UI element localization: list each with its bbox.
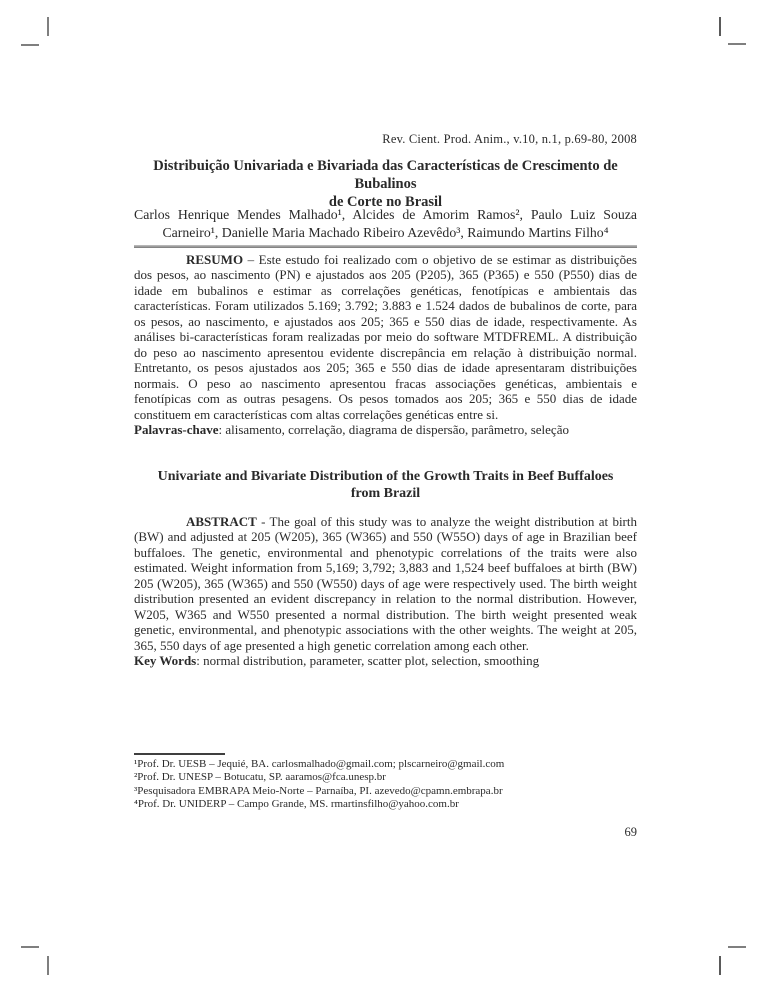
article-title-en-line2: from Brazil	[350, 486, 421, 501]
abstract-section	[134, 514, 637, 669]
article-title-en-line1: Univariate and Bivariate Distribution of the Growth Traits in Beef Buffaloes	[157, 469, 614, 484]
resumo-section	[134, 252, 637, 437]
page-number: 69	[624, 825, 637, 839]
crop-mark-top-left-vertical	[47, 17, 49, 36]
crop-mark-bottom-right-horizontal	[728, 946, 746, 948]
abstract-label: ABSTRACT	[186, 514, 257, 529]
crop-mark-bottom-left-horizontal	[21, 946, 39, 948]
resumo-label: RESUMO	[186, 252, 244, 267]
crop-mark-top-right-vertical	[719, 17, 721, 36]
key-words-label: Key Words	[134, 653, 197, 669]
palavras-chave-line	[134, 422, 637, 437]
crop-mark-bottom-right-vertical	[719, 956, 721, 975]
crop-mark-bottom-left-vertical	[47, 956, 49, 975]
header-separator-rule	[134, 245, 637, 248]
footnote-4: ⁴Prof. Dr. UNIDERP – Campo Grande, MS. rmartinsfilho@yahoo.com.br	[134, 798, 459, 811]
author-line1: Carlos Henrique Mendes Malhado¹, Alcides de Amorim Ramos², Paulo Luiz Souza	[134, 207, 637, 222]
palavras-chave-text: : alisamento, correlação, diagrama de dispersão, parâmetro, seleção	[218, 421, 569, 437]
crop-mark-top-right-horizontal	[728, 43, 746, 45]
author-line2: Carneiro¹, Danielle Maria Machado Ribeiro Azevêdo³, Raimundo Martins Filho⁴	[162, 224, 609, 240]
journal-reference: Rev. Cient. Prod. Anim., v.10, n.1, p.69-80, 2008	[382, 132, 637, 146]
article-title-pt-line1: Distribuição Univariada e Bivariada das Características de Crescimento de Bubalinos	[153, 158, 618, 192]
key-words-line	[134, 653, 637, 668]
article-title-pt-line2: de Corte no Brasil	[328, 194, 443, 210]
article-title-pt	[134, 157, 637, 211]
article-title-en	[134, 468, 637, 502]
abstract-paragraph	[134, 514, 637, 653]
resumo-text: – Este estudo foi realizado com o objetivo de se estimar as distribuições dos pesos, ao nascimento (PN) e ajustados aos 205 (P205), 365 (P365) e 550 (P550) dias de idade em bubalinos e estimar as correlações genéticas, fenotípicas e ambientais das características. Foram utilizados 5.169; 3.792; 3.883 e 1.524 dados de bubalinos de corte, para os pesos, ao nascimento, e ajustados aos 205; 365 e 550 dias de idade, respectivamente. As análises bi-características foram realizadas por meio do software MTDFREML. A distribuição do peso ao nascimento apresentou evidente discrepância em relação à distribuição normal. Entretanto, os pesos ajustados aos 205; 365 e 550 dias de idade apresentaram distribuições normais. O peso ao nascimento apresentou fracas associações genéticas, ambientais e fenotípicas com as outras pesagens. Os pesos tomados aos 205; 365 e 550 dias de idade constituem em características com altas correlações genéticas entre si.	[134, 252, 637, 422]
crop-mark-top-left-horizontal	[21, 44, 39, 46]
footnote-separator-rule	[134, 753, 225, 755]
footnotes	[134, 758, 637, 812]
footnote-3: ³Pesquisadora EMBRAPA Meio-Norte – Parnaíba, PI. azevedo@cpamn.embrapa.br	[134, 784, 503, 797]
abstract-text: - The goal of this study was to analyze the weight distribution at birth (BW) and adjusted at 205 (W205), 365 (W365) and 550 (W55O) days of age in Brazilian beef buffaloes. The genetic, environmental and phenotypic correlations of the traits were also estimated. Weight information from 5,169; 3,792; 3,883 and 1,524 beef buffaloes at birth (BW) 205 (W205), 365 (W365) and 550 (W550) days of age were respectively used. The birth weight distribution presented an evident discrepancy in relation to the normal distribution. However, W205, W365 and W550 presented a normal distribution. The birth weight presented weak genetic, environmental, and phenotypic associations with the other weights. The weight at 205, 365, 550 days of age presented a high genetic correlation among each other.	[134, 514, 637, 653]
resumo-paragraph	[134, 252, 637, 422]
palavras-chave-label: Palavras-chave	[134, 421, 219, 437]
footnote-2: ²Prof. Dr. UNESP – Botucatu, SP. aaramos@fca.unesp.br	[134, 771, 386, 784]
author-list	[134, 206, 637, 242]
footnote-1: ¹Prof. Dr. UESB – Jequié, BA. carlosmalhado@gmail.com; plscarneiro@gmail.com	[134, 758, 505, 770]
key-words-text: : normal distribution, parameter, scatter plot, selection, smoothing	[196, 653, 540, 669]
